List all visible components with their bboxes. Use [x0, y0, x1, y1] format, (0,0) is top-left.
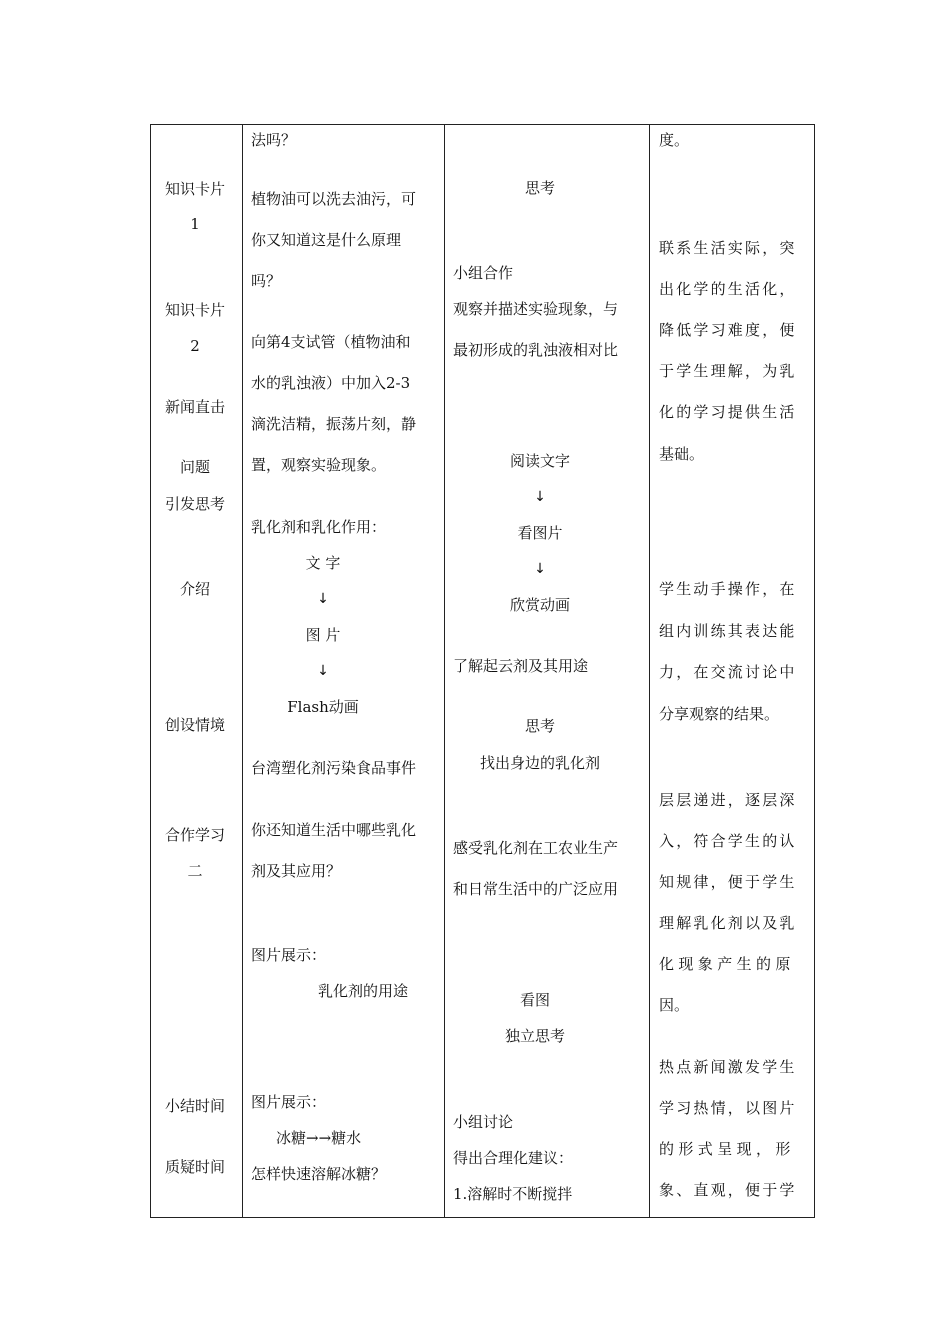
- text-line: 入，符合学生的认: [659, 832, 797, 850]
- label-scenario: 创设情境: [164, 716, 225, 734]
- label-summary: 小结时间: [164, 1097, 225, 1115]
- text-line: 和日常生活中的广泛应用: [453, 880, 619, 898]
- lesson-plan-table: [150, 124, 815, 1218]
- text-line: 向第4支试管（植物油和: [251, 333, 411, 351]
- text-line: 滴洗洁精，振荡片刻，静: [251, 415, 417, 433]
- flow-step-text: 文 字: [305, 554, 341, 572]
- text-line: 小组讨论: [453, 1113, 514, 1131]
- text-line: 吗？: [251, 272, 282, 290]
- text-line: 分享观察的结果。: [659, 705, 780, 723]
- label-knowledge-card-1: 知识卡片: [164, 180, 225, 198]
- down-arrow-icon: ↓: [317, 663, 329, 679]
- label-qa: 质疑时间: [164, 1158, 225, 1176]
- text-line: 了解起云剂及其用途: [453, 657, 589, 675]
- text-line: 于学生理解，为乳: [659, 362, 797, 380]
- text-line: 你又知道这是什么原理: [251, 231, 402, 249]
- text-line: 看图: [519, 991, 550, 1009]
- text-line: 联系生活实际，突: [659, 239, 797, 257]
- text-line: 怎样快速溶解冰糖？: [251, 1165, 387, 1183]
- flow-step-image: 图 片: [305, 626, 341, 644]
- label-question: 问题: [179, 458, 210, 476]
- label-knowledge-card-2: 知识卡片: [164, 301, 225, 319]
- text-line: 独立思考: [504, 1027, 565, 1045]
- text-line: 水的乳浊液）中加入2-3: [251, 374, 411, 392]
- label-knowledge-card-1-num: 1: [190, 215, 200, 233]
- label-coop-learning-num: 二: [187, 862, 203, 880]
- text-line: 思考: [524, 179, 555, 197]
- text-line: 基础。: [659, 445, 705, 463]
- text-line: 乳化剂和乳化作用：: [251, 518, 387, 536]
- text-line: 法吗？: [251, 131, 297, 149]
- text-line: 冰糖→→糖水: [276, 1129, 362, 1147]
- flow-step-view: 看图片: [517, 524, 563, 542]
- down-arrow-icon: ↓: [534, 561, 546, 577]
- text-line: 台湾塑化剂污染食品事件: [251, 759, 417, 777]
- text-line: 学习热情，以图片: [659, 1099, 797, 1117]
- text-line: 置，观察实验现象。: [251, 456, 387, 474]
- down-arrow-icon: ↓: [534, 489, 546, 505]
- text-line: 化的学习提供生活: [659, 403, 797, 421]
- flow-step-animation: 欣赏动画: [509, 596, 570, 614]
- text-line: 因。: [659, 996, 690, 1014]
- text-line: 得出合理化建议：: [453, 1149, 574, 1167]
- column-section-labels: [151, 125, 242, 1217]
- text-line: 图片展示：: [251, 1093, 327, 1111]
- text-line: 图片展示：: [251, 946, 327, 964]
- text-line: 剂及其应用？: [251, 862, 342, 880]
- text-line: 观察并描述实验现象，与: [453, 300, 619, 318]
- text-line: 小组合作: [453, 264, 514, 282]
- text-line: 你还知道生活中哪些乳化: [251, 821, 417, 839]
- label-knowledge-card-2-num: 2: [190, 337, 200, 355]
- text-line: 层层递进，逐层深: [659, 791, 797, 809]
- text-line: 力，在交流讨论中: [659, 663, 797, 681]
- text-line: 降低学习难度，便: [659, 321, 797, 339]
- flow-step-read: 阅读文字: [509, 452, 570, 470]
- label-provoke-thinking: 引发思考: [164, 495, 225, 513]
- text-line: 感受乳化剂在工农业生产: [453, 839, 619, 857]
- text-line: 的形式呈现，形: [659, 1140, 795, 1158]
- text-line: 热点新闻激发学生: [659, 1058, 797, 1076]
- column-design-intent: [650, 125, 816, 1217]
- text-line: 找出身边的乳化剂: [479, 754, 600, 772]
- flow-step-flash: Flash动画: [287, 698, 359, 716]
- column-teacher-activities: [243, 125, 444, 1217]
- column-student-activities: [445, 125, 649, 1217]
- text-line: 出化学的生活化，: [659, 280, 797, 298]
- text-line: 象、直观，便于学: [659, 1181, 797, 1199]
- text-line: 思考: [524, 717, 555, 735]
- text-line: 学生动手操作，在: [659, 580, 797, 598]
- text-line: 知规律，便于学生: [659, 873, 797, 891]
- text-line: 化现象产生的原: [659, 955, 795, 973]
- text-line: 植物油可以洗去油污，可: [251, 190, 417, 208]
- text-line: 乳化剂的用途: [318, 982, 409, 1000]
- text-line: 理解乳化剂以及乳: [659, 914, 797, 932]
- text-line: 组内训练其表达能: [659, 622, 797, 640]
- label-coop-learning: 合作学习: [164, 826, 225, 844]
- text-line: 度。: [659, 131, 690, 149]
- text-line: 最初形成的乳浊液相对比: [453, 341, 619, 359]
- text-line: 1.溶解时不断搅拌: [453, 1185, 573, 1203]
- label-intro: 介绍: [179, 580, 210, 598]
- label-news: 新闻直击: [164, 398, 225, 416]
- down-arrow-icon: ↓: [317, 591, 329, 607]
